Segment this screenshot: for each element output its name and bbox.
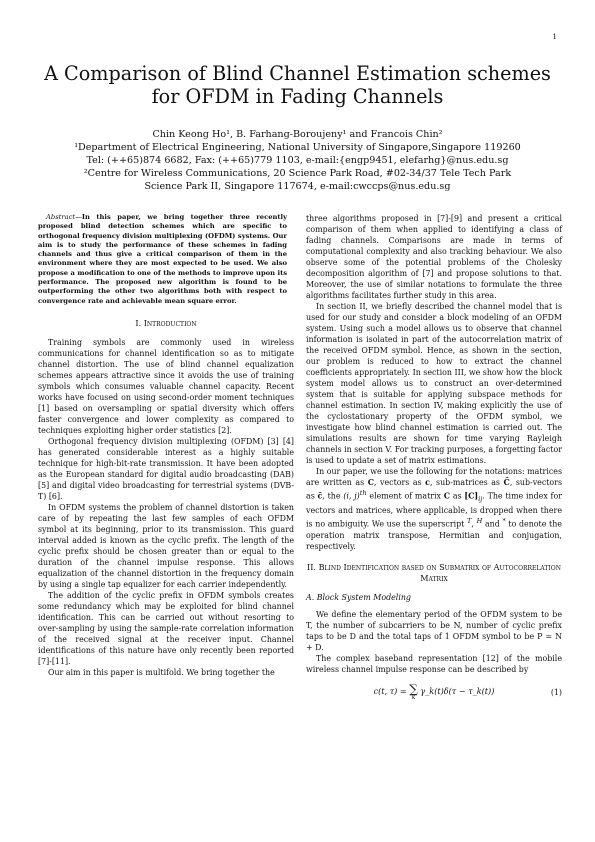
notation-symbol: T [467, 517, 472, 526]
notation-symbol: H [476, 517, 483, 526]
author-block [40, 128, 555, 193]
right-column [306, 213, 562, 709]
affiliation-line-1: ¹Department of Electrical Engineering, National University of Singapore,Singapore 119260 [74, 142, 521, 153]
intro-paragraph-4: The addition of the cyclic prefix in OFDM symbols creates some redundancy which may be exploited for blind channel identification. This can be carried out without resorting to over-sampling by using the sample-rate correlation information of the received signal at the receiver input. Channel identifications of this nature have only recently been reported [7]-[11]. [38, 590, 294, 666]
notation-text: , sub-vectors as [306, 478, 563, 501]
affiliation-line-4: Science Park II, Singapore 117674, e-mail:cwccps@nus.edu.sg [144, 181, 451, 192]
notation-text: , vectors as [373, 478, 426, 487]
equation-expression [374, 683, 495, 701]
notation-symbol: ij [478, 495, 483, 504]
notation-symbol: th [359, 489, 367, 497]
model-paragraph-1: We define the elementary period of the OFDM system to be T, the number of subcarriers to be N, number of cyclic prefix taps to be D and the total taps of 1 OFDM symbol to be P = N + D. [306, 609, 562, 652]
authors-line: Chin Keong Ho¹, B. Farhang-Boroujeny¹ and Francois Chin² [152, 129, 443, 140]
section-2-heading: II. Blind Identification based on Submatrix of Autocorrelation Matrix [307, 561, 561, 583]
notation-symbol: [C] [464, 491, 479, 501]
page-number: 1 [552, 33, 557, 41]
intro-paragraph-1: Training symbols are commonly used in wireless communications for channel identification so as to mitigate channel distortion. The use of blind channel equalization schemes appears attractive since it avoids the use of training symbols which consumes valuable channel capacity. Recent works have focused on using second-order moment techniques [1] based on oversampling or spatial diversity which offers faster convergence and lower complexity as compared to techniques exploiting higher order statistics [2]. [38, 337, 294, 435]
right-paragraph-2: In section II, we briefly described the channel model that is used for our study and consider a block modeling of an OFDM system. Using such a model allows us to observe that channel information is isolated in part of the autocorrelation matrix of the received OFDM symbol. Hence, as shown in the section, our problem is reduced to how to extract the channel coefficients appropriately. In section III, we show how the block system model allows us to construct an over-determined system that is suitable for applying subspace methods for channel estimation. In section IV, making explicitly the use of the cyclostationary property of the OFDM symbol, we investigate how blind channel estimation is carried out. The simulations results are shown for time varying Rayleigh channels in section V. For tracking purposes, a forgetting factor is used to update a set of matrix estimations. [306, 302, 562, 465]
notation-symbol: C̄ [503, 478, 510, 487]
notation-text: In our paper, we use the following for the notations: matrices are written as [306, 467, 562, 487]
equation-rhs: γ_k(t)δ(τ − τ_k(t)) [420, 685, 495, 696]
section-1-heading: I. Introduction [135, 317, 197, 328]
subsection-a-heading: A. Block System Modeling [306, 592, 411, 602]
equation-number: (1) [550, 687, 562, 697]
notation-symbol: c̄ [317, 491, 323, 501]
intro-paragraph-2: Orthogonal frequency division multiplexing (OFDM) [3] [4] has generated considerable interest as a highly suitable technique for high-bit-rate transmission. It have been adopted as the European standard for digital audio broadcasting (DAB) [5] and digital video broadcasting for terrestrial systems (DVB-T) [6]. [38, 436, 294, 501]
abstract-lead: Abstract— [46, 213, 82, 221]
notation-text: element of matrix [366, 491, 444, 501]
intro-paragraph-3: In OFDM systems the problem of channel distortion is taken care of by repeating the last few samples of each OFDM symbol at its beginning, prior to its transmission. This guard interval added is known as the cyclic prefix. The length of the cyclic prefix should be chosen greater than or equal to the duration of the channel impulse response. This allows equalization of the channel distortion in the frequency domain by using a single tap equalizer for each carrier independently. [38, 502, 294, 589]
summation-index: k [411, 693, 416, 701]
affiliation-line-3: ²Centre for Wireless Communications, 20 Science Park Road, #02-34/37 Tele Tech Park [83, 168, 512, 179]
notation-text: , sub-matrices as [429, 478, 504, 487]
notation-text: to denote the operation matrix transpose, Hermitian and conjugation, respectively. [306, 519, 562, 551]
equation-1 [306, 683, 562, 709]
notation-symbol: * [502, 517, 506, 526]
notation-text: , [471, 519, 477, 529]
paper-title: A Comparison of Blind Channel Estimation schemes for OFDM in Fading Channels [44, 62, 551, 108]
notation-text: . The time index for vectors and matrices, where applicable, is dropped when there is no ambiguity. We use the superscript [306, 491, 562, 529]
notation-symbol: c [425, 478, 430, 487]
summation-symbol: ∑ k [409, 681, 418, 701]
affiliation-line-2: Tel: (++65)874 6682, Fax: (++65)779 1103, e-mail:{engp9451, elefarhg}@nus.edu.sg [86, 155, 509, 166]
abstract [38, 213, 294, 306]
notation-paragraph [306, 466, 562, 552]
notation-text: as [450, 491, 465, 501]
notation-text: , the [322, 491, 344, 501]
notation-text: and [482, 519, 503, 529]
intro-paragraph-5: Our aim in this paper is multifold. We bring together the [48, 667, 275, 677]
notation-symbol: C [443, 491, 451, 501]
abstract-text: In this paper, we bring together three recently proposed blind detection schemes which are specific to orthogonal frequency division multiplexing (OFDM) systems. Our aim is to study the performance of these schemes in fading channels and thus give a critical comparison of them in the environment where they are most expected to be used. We also propose a modification to one of the methods to improve upon its performance. The proposed new algorithm is found to be outperforming the other two algorithms both with respect to convergence rate and achievable mean square error. [38, 213, 287, 305]
right-paragraph-1: three algorithms proposed in [7]-[9] and present a critical comparison of them when applied to identifying a class of fading channels. Comparisons are made in terms of computational complexity and also tracking behaviour. We also observe some of the potential problems of the Cholesky decomposition algorithm of [7] and propose solutions to that. Moreover, the use of similar notations to formulate the three algorithms facilitates further study in this area. [306, 214, 562, 300]
left-column [38, 213, 294, 678]
model-paragraph-2: The complex baseband representation [12] of the mobile wireless channel impulse response can be described by [306, 653, 562, 674]
notation-symbol: (i, j) [343, 491, 360, 501]
notation-symbol: C [367, 478, 374, 487]
equation-lhs: c(t, τ) = [373, 685, 410, 696]
